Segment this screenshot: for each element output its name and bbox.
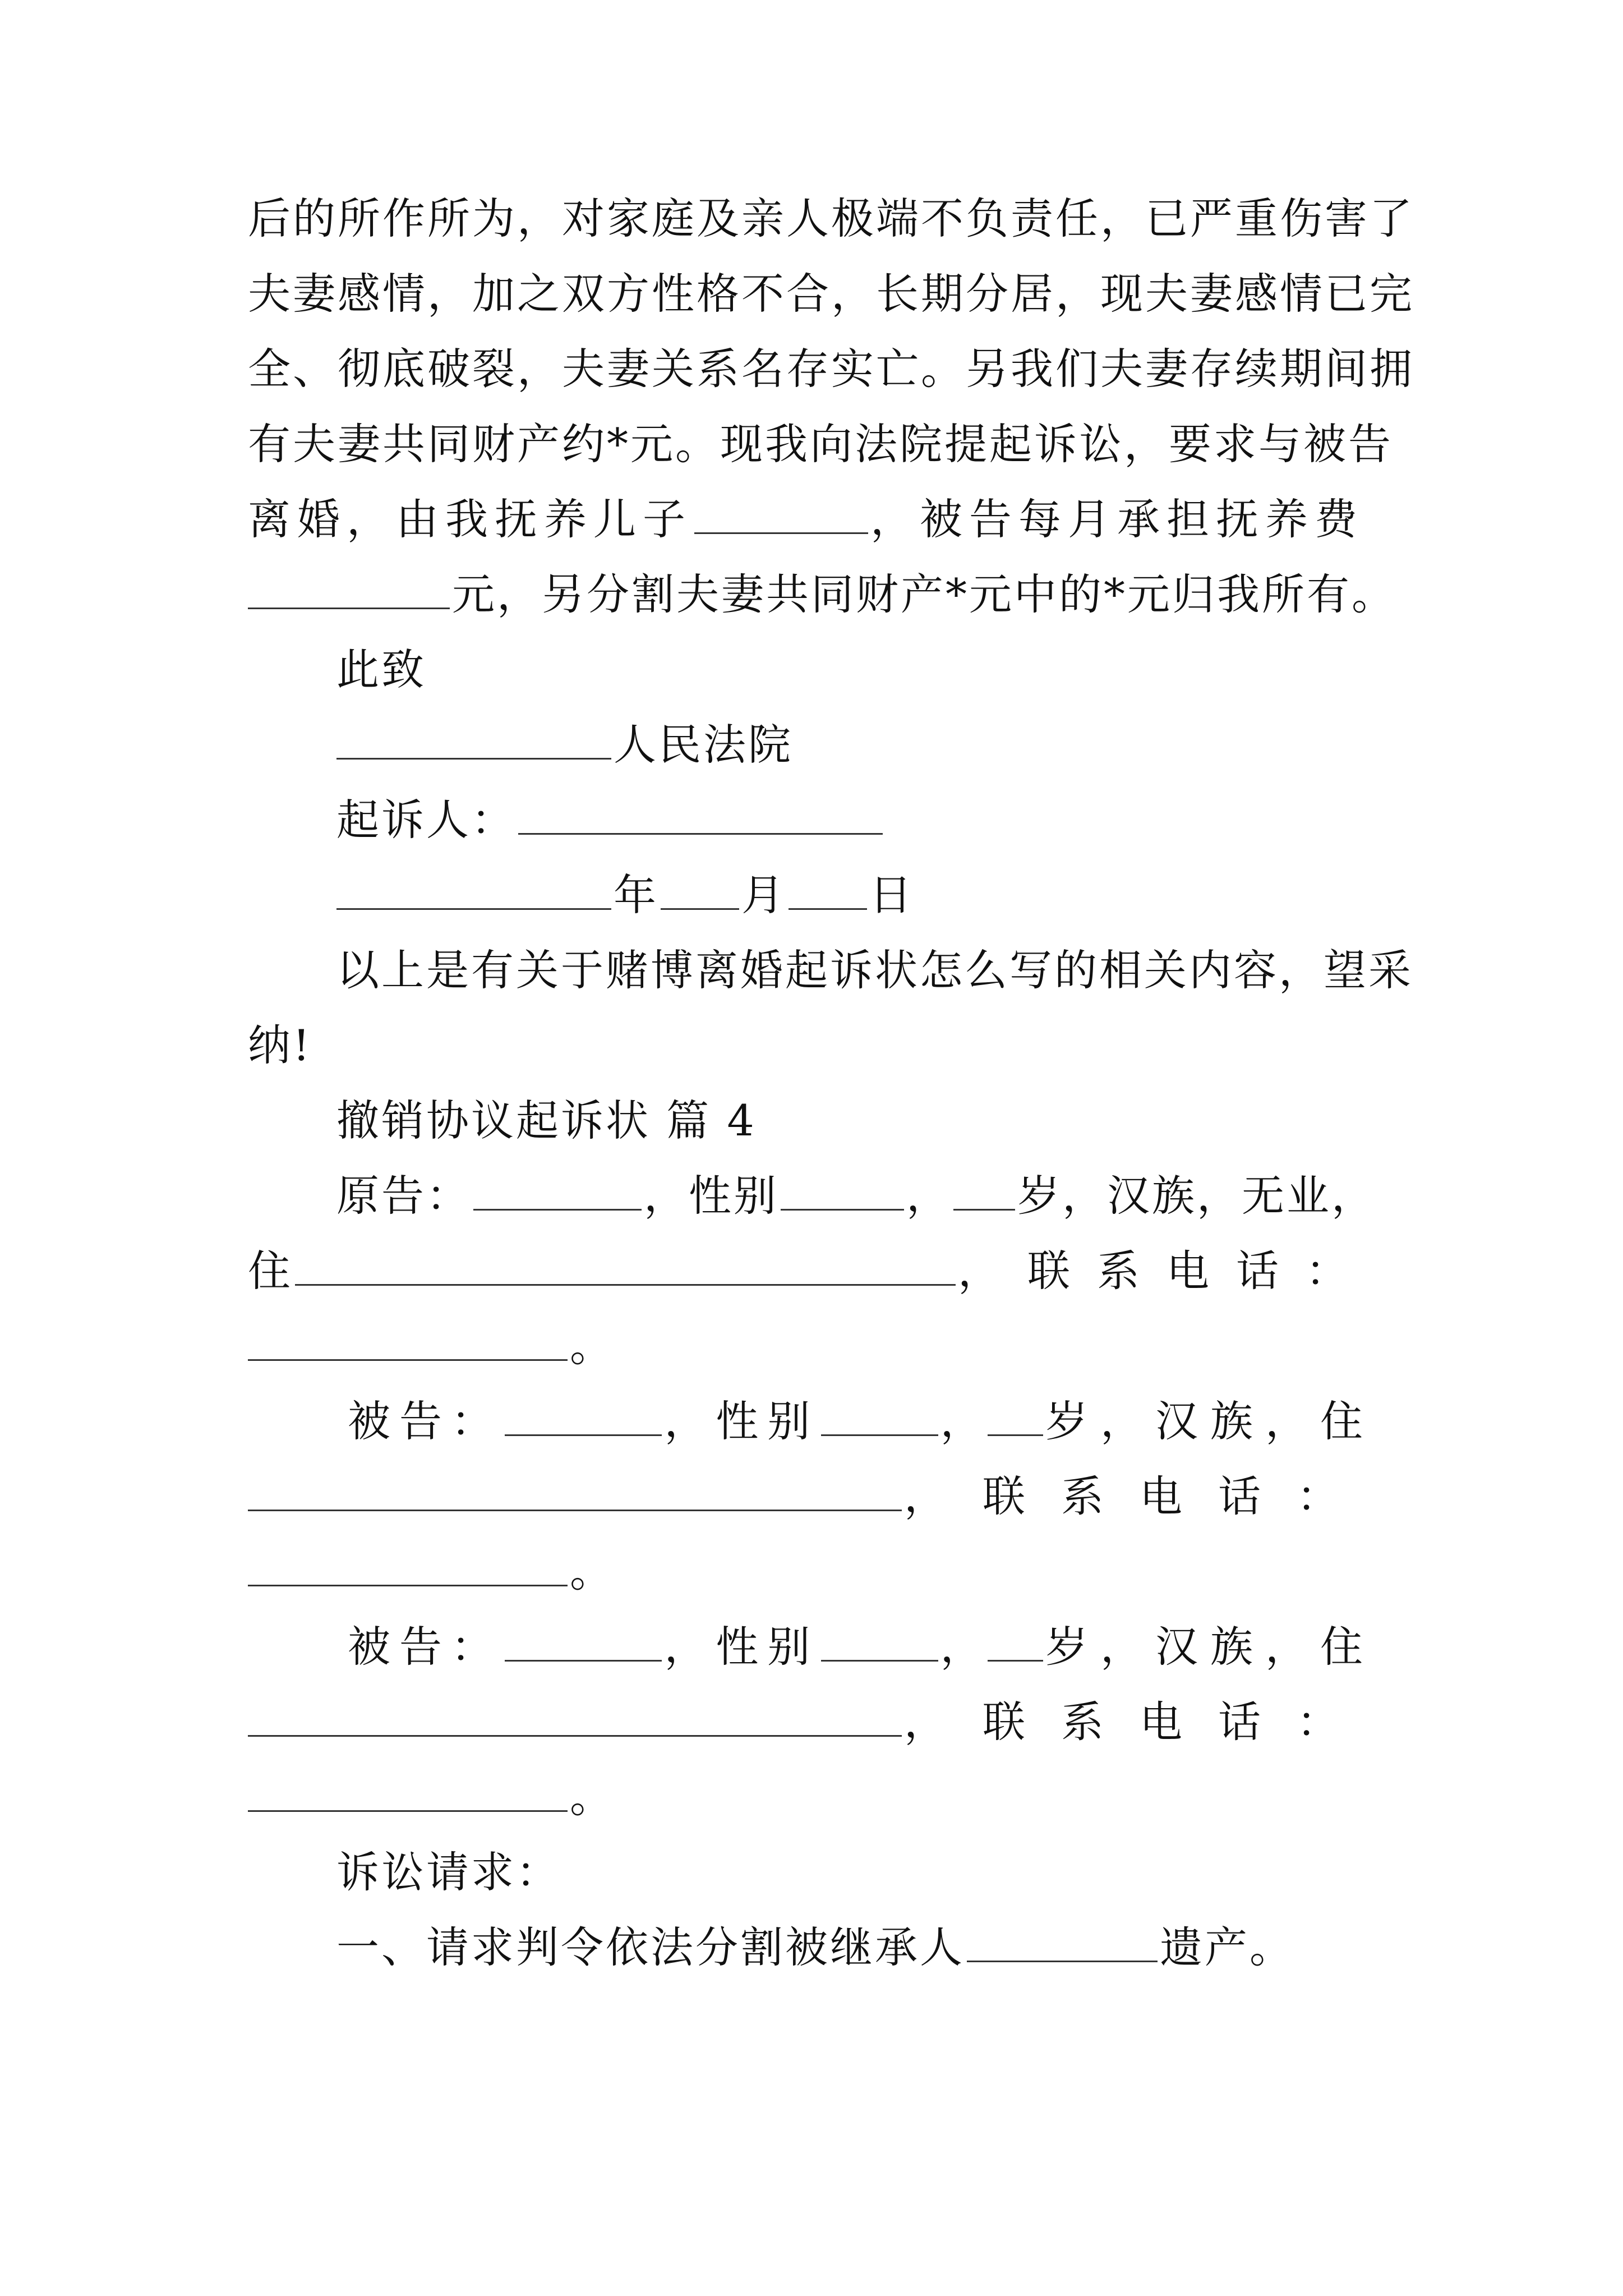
plaintiff-phone-line: 。: [248, 1318, 1375, 1374]
blank-defendant2-address: [248, 1696, 902, 1737]
claim-item: 一、请求判令依法分割被继承人 遗产。: [336, 1922, 1294, 1972]
defendant-phone-line: 。: [248, 1769, 1375, 1825]
plaintiff-line: 原告： ，性别 ， 岁，汉族，无业，: [336, 1171, 1376, 1221]
blank-plaintiff-signature: [518, 794, 883, 835]
blank-defendant2-phone: [248, 1771, 568, 1812]
blank-month: [661, 869, 739, 910]
blank-day: [789, 869, 867, 910]
defendant-line: 被告： ，性别 ， 岁，汉族，住: [348, 1622, 1375, 1672]
blank-son-name: [694, 493, 868, 534]
paragraph-line: 全、彻底破裂，夫妻关系名存实亡。另我们夫妻存续期间拥: [248, 344, 1414, 394]
blank-decedent-name: [967, 1921, 1158, 1962]
blank-plaintiff-age: [953, 1170, 1015, 1211]
blank-plaintiff-address: [295, 1245, 956, 1286]
claims-title: 诉讼请求：: [336, 1847, 561, 1897]
blank-court-name: [336, 719, 611, 760]
salutation: 此致: [336, 645, 426, 694]
blank-defendant1-gender: [821, 1395, 938, 1436]
court-line: 人民法院: [336, 717, 1375, 773]
blank-year: [336, 869, 611, 910]
paragraph-line: 夫妻感情，加之双方性格不合，长期分居，现夫妻感情已完: [248, 269, 1414, 319]
blank-defendant1-address: [248, 1470, 902, 1511]
blank-plaintiff-phone: [248, 1320, 568, 1361]
defendant-address-line: ，联系电话：: [248, 1469, 1375, 1525]
section-title: 撤销协议起诉状 篇 4: [336, 1096, 757, 1145]
defendant-address-line: ，联系电话：: [248, 1694, 1375, 1750]
blank-defendant2-gender: [821, 1621, 938, 1662]
blank-defendant2-name: [505, 1621, 662, 1662]
blank-defendant1-name: [505, 1395, 662, 1436]
blank-defendant2-age: [988, 1621, 1044, 1662]
plaintiff-signature-line: 起诉人：: [336, 792, 1375, 848]
date-line: 年 月 日: [336, 867, 1375, 923]
blank-plaintiff-gender: [781, 1170, 904, 1211]
blank-defendant1-age: [988, 1395, 1044, 1436]
blank-plaintiff-name: [473, 1170, 642, 1211]
paragraph-line: 后的所作所为，对家庭及亲人极端不负责任，已严重伤害了: [248, 194, 1414, 243]
defendant-phone-line: 。: [248, 1544, 1375, 1600]
plaintiff-address-line: 住 ，联系电话：: [248, 1246, 1375, 1296]
paragraph-line: 离婚，由我抚养儿子 ，被告每月承担抚养费: [248, 494, 1364, 544]
paragraph-line: 元，另分割夫妻共同财产*元中的*元归我所有。: [248, 567, 1375, 623]
note-line: 纳!: [248, 1020, 312, 1070]
note-line: 以上是有关于赌博离婚起诉状怎么写的相关内容，望采: [336, 945, 1413, 995]
defendant-line: 被告： ，性别 ， 岁，汉族，住: [348, 1396, 1375, 1446]
blank-defendant1-phone: [248, 1545, 568, 1586]
blank-support-amount: [248, 568, 450, 609]
paragraph-line: 有夫妻共同财产约*元。现我向法院提起诉讼，要求与被告: [248, 419, 1393, 469]
